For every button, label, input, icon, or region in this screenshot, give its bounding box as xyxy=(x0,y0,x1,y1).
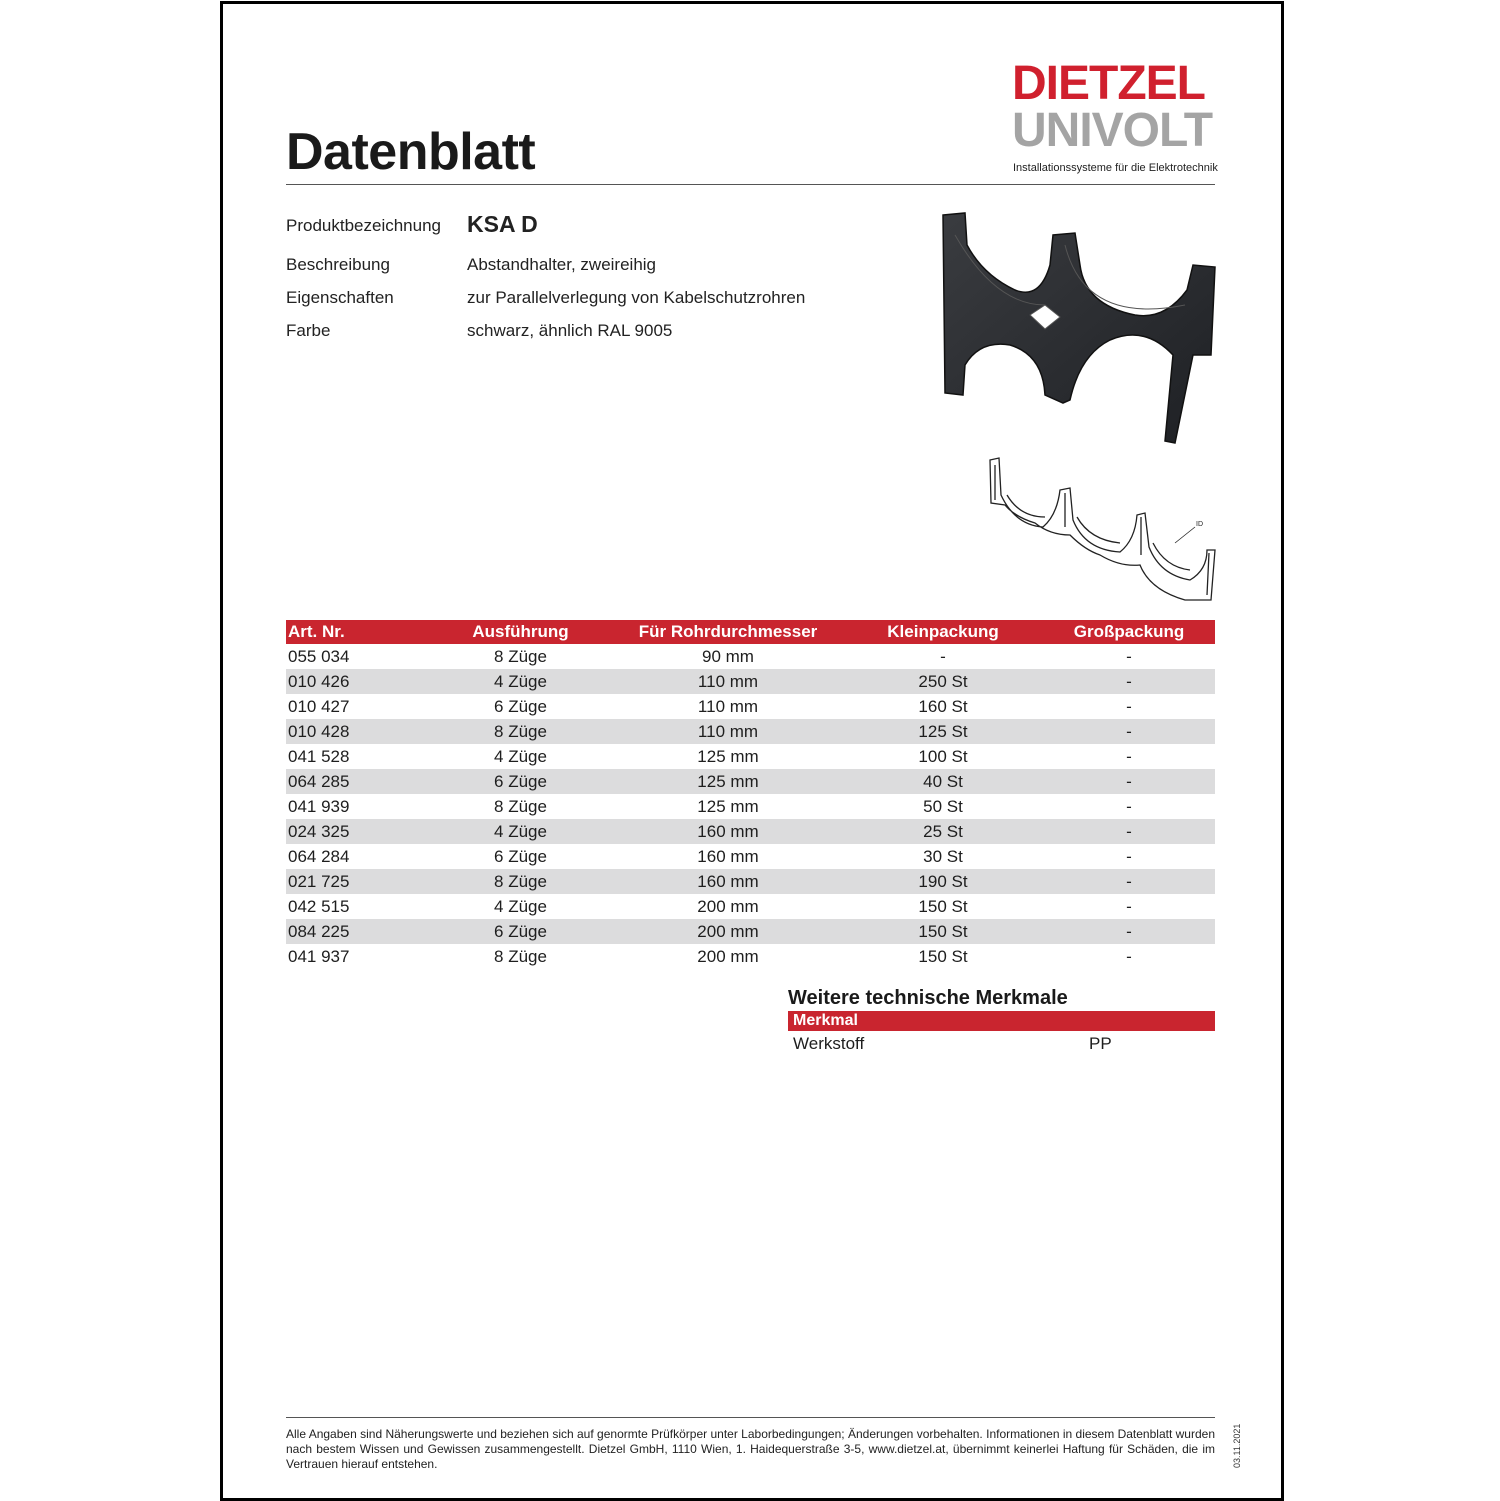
cell-rohrdurchmesser: 110 mm xyxy=(697,696,759,716)
cell-ausfuehrung: 6 Züge xyxy=(428,919,613,944)
cell-kleinpackung: 150 St xyxy=(918,946,968,966)
cell-art-nr: 021 725 xyxy=(286,869,428,894)
properties-label: Eigenschaften xyxy=(286,288,394,307)
technical-header xyxy=(788,1011,1215,1031)
table-row xyxy=(286,644,1215,669)
cell-grosspackung: - xyxy=(1043,769,1215,794)
cell-art-nr: 010 427 xyxy=(288,696,350,716)
cell-kleinpackung: 25 St xyxy=(843,819,1043,844)
col-rohrdurchmesser: Für Rohrdurchmesser xyxy=(613,620,843,644)
technical-drawing xyxy=(985,455,1220,605)
cell-art-nr: 055 034 xyxy=(288,646,350,666)
cell-grosspackung: - xyxy=(1126,746,1132,766)
cell-art-nr: 041 939 xyxy=(288,796,350,816)
cell-rohrdurchmesser: 200 mm xyxy=(697,946,759,966)
cell-ausfuehrung: 4 Züge xyxy=(428,669,613,694)
cell-ausfuehrung: 6 Züge xyxy=(494,696,547,716)
cell-kleinpackung: 125 St xyxy=(843,719,1043,744)
logo-tagline: Installationssysteme für die Elektrotechnik xyxy=(1013,162,1218,174)
cell-grosspackung: - xyxy=(1043,869,1215,894)
table-row xyxy=(286,669,1215,694)
cell-grosspackung: - xyxy=(1126,646,1132,666)
technical-header-label: Merkmal xyxy=(793,1012,858,1029)
cell-grosspackung: - xyxy=(1043,819,1215,844)
cell-rohrdurchmesser: 125 mm xyxy=(697,746,759,766)
cell-kleinpackung: 150 St xyxy=(918,896,968,916)
table-row xyxy=(286,844,1215,869)
cell-ausfuehrung: 8 Züge xyxy=(428,869,613,894)
table-row xyxy=(286,719,1215,744)
cell-ausfuehrung: 4 Züge xyxy=(494,746,547,766)
cell-kleinpackung: - xyxy=(940,646,946,666)
cell-ausfuehrung: 8 Züge xyxy=(494,646,547,666)
cell-kleinpackung: 30 St xyxy=(923,846,963,866)
technical-key: Werkstoff xyxy=(793,1034,865,1053)
col-ausfuehrung: Ausführung xyxy=(428,620,613,644)
cell-ausfuehrung: 8 Züge xyxy=(428,719,613,744)
footer-divider xyxy=(286,1417,1215,1418)
col-kleinpackung: Kleinpackung xyxy=(843,620,1043,644)
cell-rohrdurchmesser: 125 mm xyxy=(697,796,759,816)
technical-value: PP xyxy=(1089,1034,1112,1053)
cell-kleinpackung: 100 St xyxy=(918,746,968,766)
logo-univolt: UNIVOLT xyxy=(1012,104,1213,157)
cell-grosspackung: - xyxy=(1126,796,1132,816)
page-title: Datenblatt xyxy=(286,123,536,181)
cell-kleinpackung: 160 St xyxy=(918,696,968,716)
document-date: 03.11.2021 xyxy=(1232,1423,1242,1468)
cell-ausfuehrung: 6 Züge xyxy=(428,769,613,794)
col-grosspackung: Großpackung xyxy=(1043,620,1215,644)
cell-art-nr: 010 426 xyxy=(286,669,428,694)
cell-kleinpackung: 40 St xyxy=(843,769,1043,794)
cell-kleinpackung: 190 St xyxy=(843,869,1043,894)
cell-ausfuehrung: 8 Züge xyxy=(494,796,547,816)
technical-title: Weitere technische Merkmale xyxy=(788,987,1068,1009)
cell-rohrdurchmesser: 90 mm xyxy=(702,646,754,666)
cell-grosspackung: - xyxy=(1126,946,1132,966)
cell-art-nr: 041 937 xyxy=(288,946,350,966)
cell-ausfuehrung: 6 Züge xyxy=(494,846,547,866)
logo-dietzel: DIETZEL xyxy=(1012,57,1205,110)
cell-kleinpackung: 150 St xyxy=(843,919,1043,944)
header-divider xyxy=(286,184,1215,185)
cell-rohrdurchmesser: 200 mm xyxy=(697,896,759,916)
product-name-label: Produktbezeichnung xyxy=(286,216,442,235)
table-row xyxy=(286,694,1215,719)
cell-rohrdurchmesser: 160 mm xyxy=(613,869,843,894)
table-row xyxy=(286,869,1215,894)
drawing-dimension-label: ID xyxy=(1196,521,1203,528)
product-name-value: KSA D xyxy=(467,211,538,237)
table-row xyxy=(286,919,1215,944)
cell-grosspackung: - xyxy=(1043,719,1215,744)
product-photo xyxy=(935,205,1220,450)
cell-art-nr: 041 528 xyxy=(288,746,350,766)
cell-art-nr: 064 285 xyxy=(286,769,428,794)
cell-ausfuehrung: 8 Züge xyxy=(494,946,547,966)
cell-rohrdurchmesser: 110 mm xyxy=(613,719,843,744)
cell-rohrdurchmesser: 110 mm xyxy=(613,669,843,694)
cell-ausfuehrung: 4 Züge xyxy=(494,896,547,916)
table-row xyxy=(286,744,1215,769)
description-label: Beschreibung xyxy=(286,255,390,274)
cell-art-nr: 024 325 xyxy=(286,819,428,844)
col-art-nr: Art. Nr. xyxy=(286,620,428,644)
cell-grosspackung: - xyxy=(1043,669,1215,694)
cell-art-nr: 010 428 xyxy=(286,719,428,744)
cell-kleinpackung: 250 St xyxy=(843,669,1043,694)
table-row xyxy=(286,769,1215,794)
cell-grosspackung: - xyxy=(1043,919,1215,944)
description-value: Abstandhalter, zweireihig xyxy=(467,255,657,274)
cell-rohrdurchmesser: 160 mm xyxy=(697,846,759,866)
color-value: schwarz, ähnlich RAL 9005 xyxy=(467,321,673,340)
properties-value: zur Parallelverlegung von Kabelschutzrohren xyxy=(467,288,806,307)
table-header-row xyxy=(286,620,1215,644)
cell-rohrdurchmesser: 125 mm xyxy=(613,769,843,794)
table-row xyxy=(286,944,1215,969)
cell-rohrdurchmesser: 160 mm xyxy=(613,819,843,844)
table-row xyxy=(286,794,1215,819)
cell-art-nr: 064 284 xyxy=(288,846,350,866)
cell-grosspackung: - xyxy=(1126,896,1132,916)
cell-art-nr: 084 225 xyxy=(286,919,428,944)
color-label: Farbe xyxy=(286,321,331,340)
cell-rohrdurchmesser: 200 mm xyxy=(613,919,843,944)
cell-art-nr: 042 515 xyxy=(288,896,350,916)
table-row xyxy=(286,819,1215,844)
cell-grosspackung: - xyxy=(1126,846,1132,866)
footer-disclaimer: Alle Angaben sind Näherungswerte und beziehen sich auf genormte Prüfkörper unter Laborbedingungen; Änderungen vorbehalten. Informationen in diesem Datenblatt wurden nach bestem Wissen und Gewissen zusammengestellt. Dietzel GmbH, 1110 Wien, 1. Haidequerstraße 3-5, www.dietzel.at, übernimmt keinerlei Haftung für Schäden, die im Vertrauen hierauf entstehen. xyxy=(286,1427,1215,1471)
cell-kleinpackung: 50 St xyxy=(923,796,963,816)
article-table xyxy=(286,620,1215,969)
cell-grosspackung: - xyxy=(1126,696,1132,716)
cell-ausfuehrung: 4 Züge xyxy=(428,819,613,844)
table-row xyxy=(286,894,1215,919)
